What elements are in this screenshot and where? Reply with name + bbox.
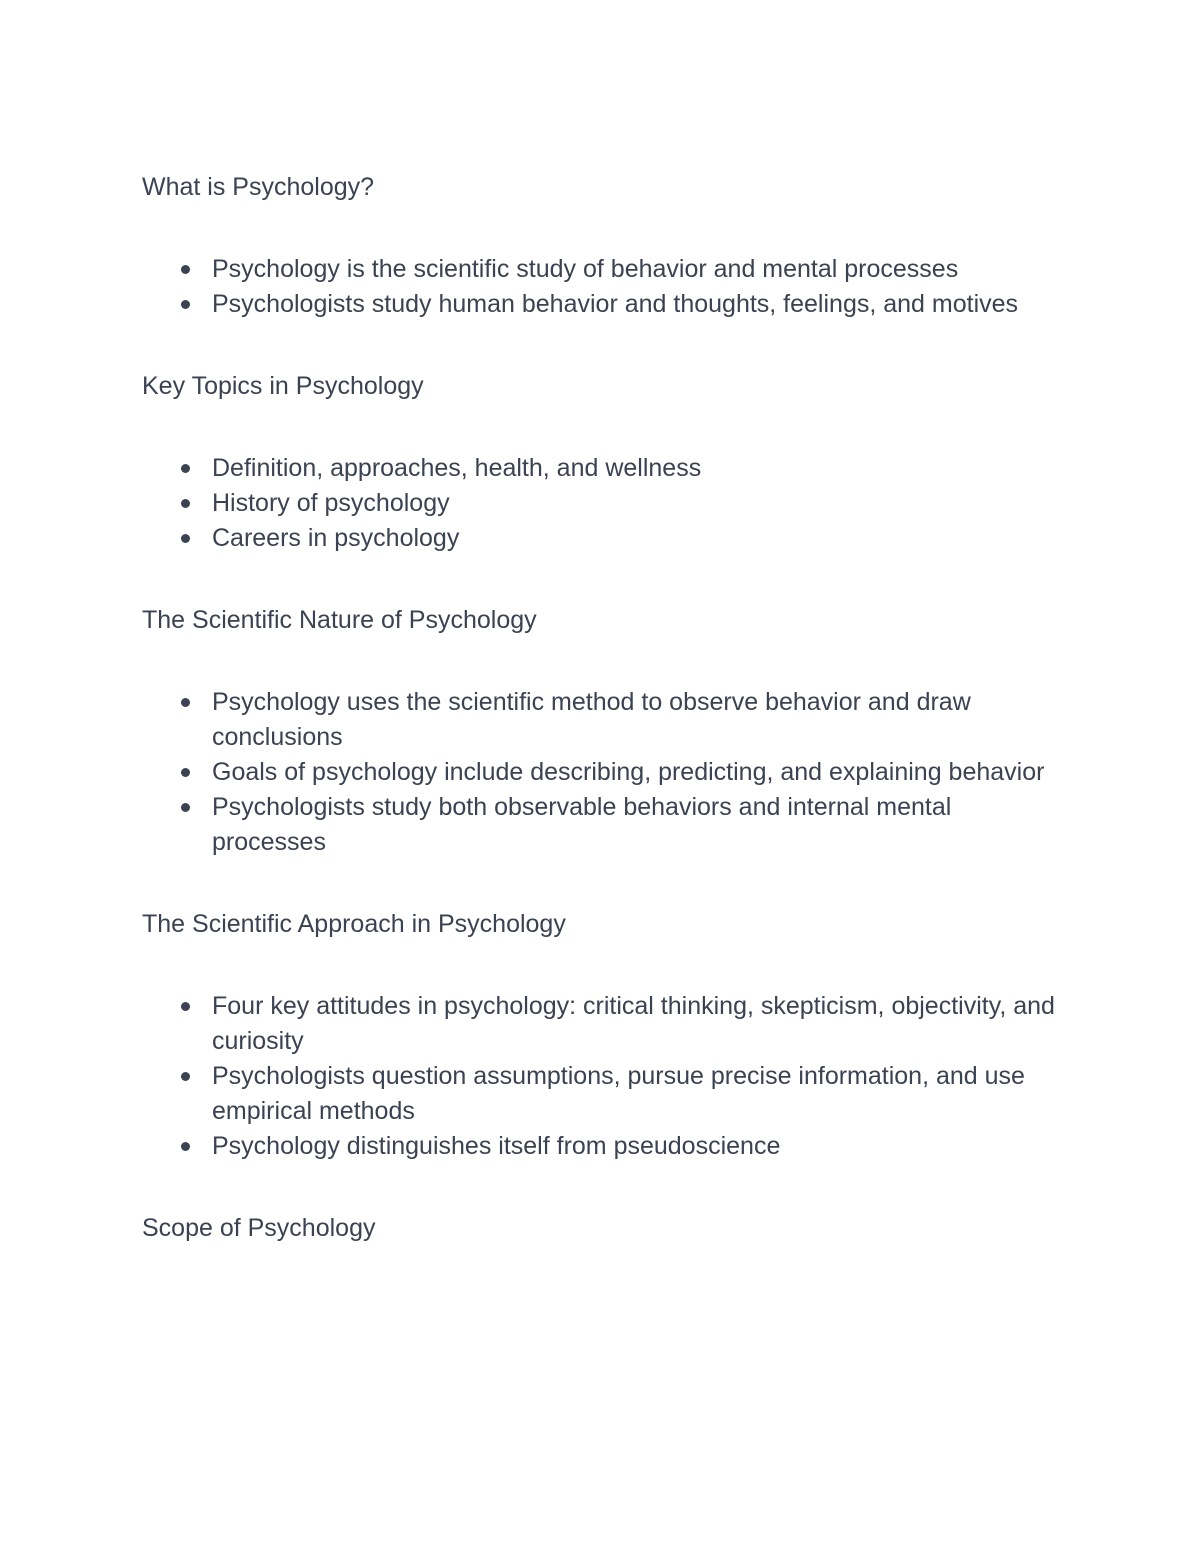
bullet-dot-icon <box>181 265 190 274</box>
bullet-list-what-is-psychology <box>142 252 1070 322</box>
bullet-list-scientific-approach <box>142 989 1070 1164</box>
bullet-dot-icon <box>181 1072 190 1081</box>
list-item <box>142 790 1064 860</box>
bullet-dot-icon <box>181 300 190 309</box>
list-item-text: Psychology uses the scientific method to observe behavior and draw conclusions <box>212 688 971 751</box>
bullet-dot-icon <box>181 1142 190 1151</box>
list-item <box>142 1129 1064 1164</box>
list-item-text: History of psychology <box>212 489 450 517</box>
list-item-text: Four key attitudes in psychology: critical thinking, skepticism, objectivity, and curiosity <box>212 992 1055 1055</box>
list-item-text: Careers in psychology <box>212 524 460 552</box>
list-item <box>142 755 1064 790</box>
bullet-list-key-topics <box>142 451 1070 556</box>
list-item <box>142 287 1064 322</box>
list-item-text: Psychologists study both observable behaviors and internal mental processes <box>212 793 952 856</box>
bullet-dot-icon <box>181 1002 190 1011</box>
bullet-dot-icon <box>181 534 190 543</box>
list-item <box>142 451 1064 486</box>
list-item <box>142 521 1064 556</box>
section-heading-what-is-psychology: What is Psychology? <box>142 173 375 201</box>
list-item-text: Goals of psychology include describing, predicting, and explaining behavior <box>212 758 1045 786</box>
bullet-dot-icon <box>181 499 190 508</box>
bullet-dot-icon <box>181 464 190 473</box>
section-heading-scientific-approach: The Scientific Approach in Psychology <box>142 910 566 938</box>
list-item <box>142 989 1064 1059</box>
list-item-text: Psychologists question assumptions, pursue precise information, and use empirical methods <box>212 1062 1025 1125</box>
bullet-dot-icon <box>181 768 190 777</box>
section-heading-scientific-nature: The Scientific Nature of Psychology <box>142 606 537 634</box>
list-item <box>142 685 1064 755</box>
bullet-dot-icon <box>181 803 190 812</box>
section-heading-scope: Scope of Psychology <box>142 1214 376 1242</box>
list-item <box>142 1059 1064 1129</box>
list-item-text: Psychology is the scientific study of behavior and mental processes <box>212 255 959 283</box>
list-item <box>142 486 1064 521</box>
list-item-text: Psychology distinguishes itself from pseudoscience <box>212 1132 781 1160</box>
list-item <box>142 252 1064 287</box>
bullet-dot-icon <box>181 698 190 707</box>
bullet-list-scientific-nature <box>142 685 1070 860</box>
section-heading-key-topics: Key Topics in Psychology <box>142 372 424 400</box>
list-item-text: Psychologists study human behavior and thoughts, feelings, and motives <box>212 290 1019 318</box>
list-item-text: Definition, approaches, health, and wellness <box>212 454 702 482</box>
